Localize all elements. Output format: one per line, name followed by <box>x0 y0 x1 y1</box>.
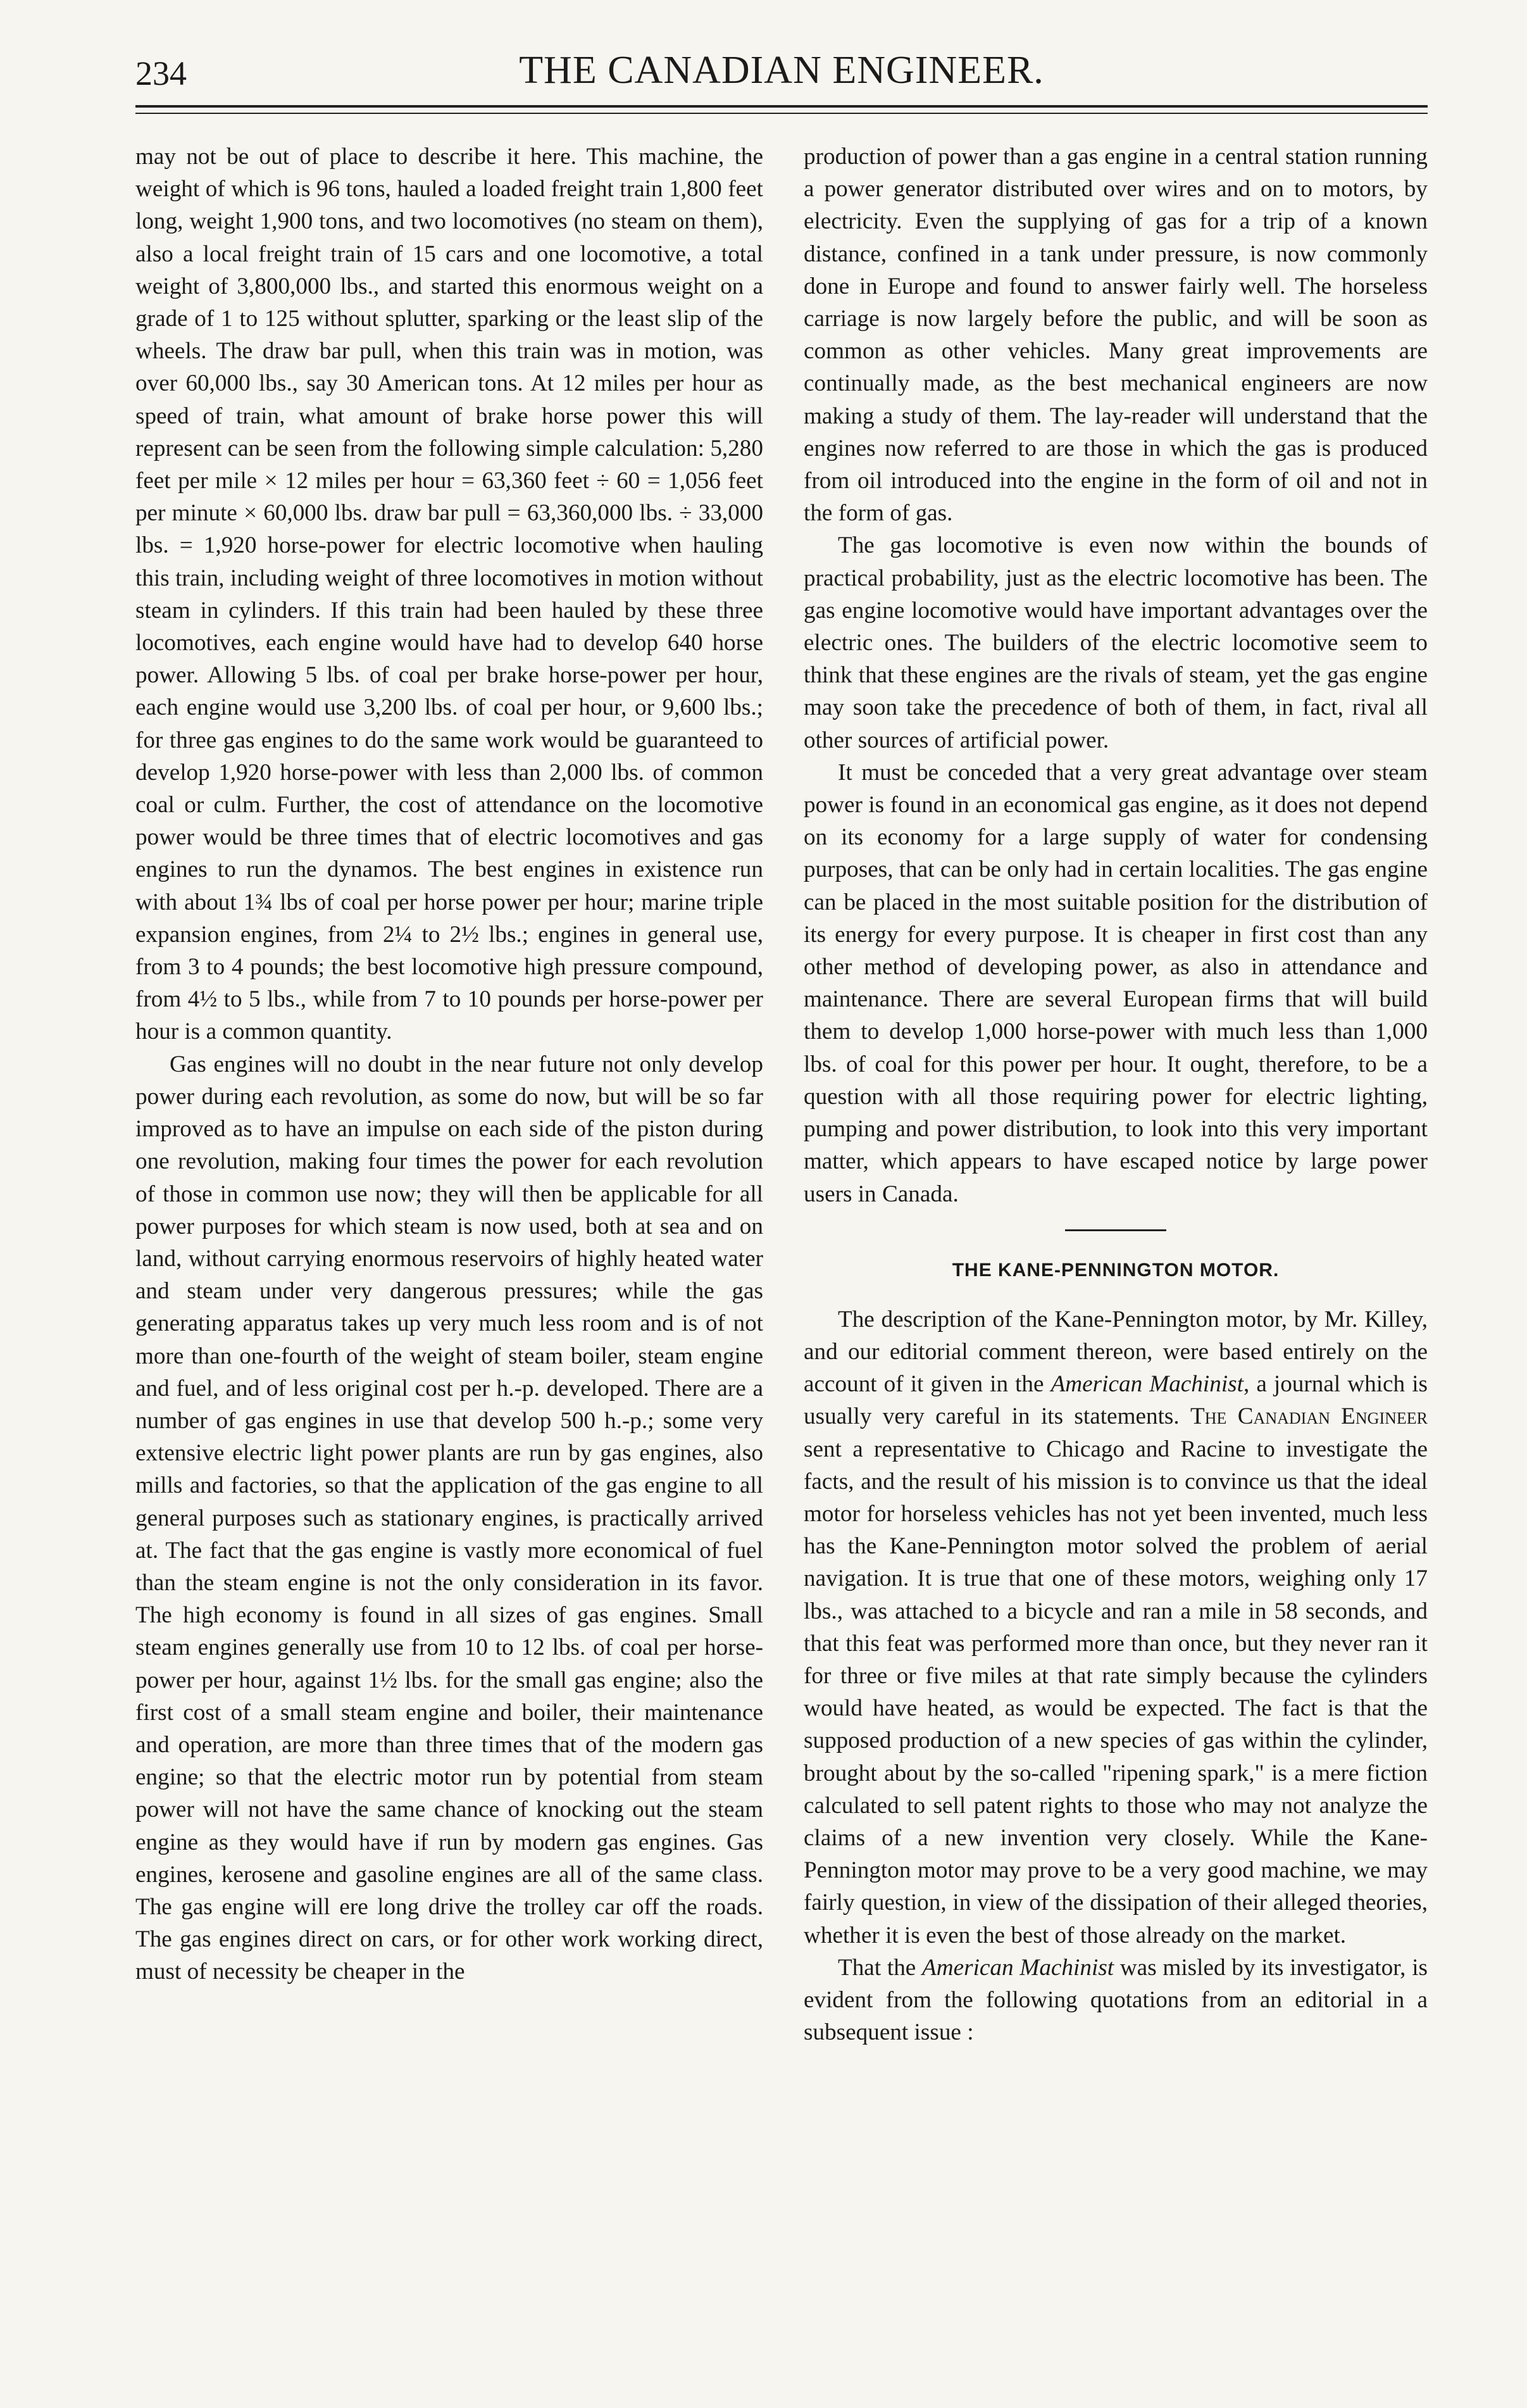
section-title: THE KANE-PENNINGTON MOTOR. <box>952 1259 1280 1281</box>
text-run: was misled by its investigator, is evident from the following quotations from an editorial in a subsequent issue : <box>804 1954 1428 2046</box>
paragraph: It must be conceded that a very great advantage over steam power is found in an economical gas engine, as it does not depend on its economy for a large supply of water for condensing purposes, that can be only had in certain localities. The gas engine can be placed in the most suitable position for the distribution of its energy for every purpose. It is cheaper in first cost than any other method of developing power, as also in attendance and maintenance. There are several European firms that will build them to develop 1,000 horse-power with much less than 1,000 lbs. of coal for this power per hour. It ought, therefore, to be a question with all those requiring power for electric lighting, pumping and power distribution, to look into this very important matter, which appears to have escaped notice by large power users in Canada. <box>804 759 1428 1207</box>
header-rule-thick <box>135 105 1428 108</box>
paragraph <box>804 1303 1428 1952</box>
paragraph <box>804 1952 1428 2049</box>
journal-title: THE CANADIAN ENGINEER. <box>519 49 1044 92</box>
journal-name-smallcaps: The Canadian Engineer <box>1190 1403 1428 1430</box>
text-run: The description of the Kane-Pennington motor, by Mr. Killey, and our editorial comment thereon, were based entirely on the account of it given in the <box>804 1306 1428 1398</box>
page-number: 234 <box>135 54 187 92</box>
right-column <box>804 141 1428 2048</box>
paragraph: production of power than a gas engine in a central station running a power generator distributed over wires and on to motors, by electricity. Even the supplying of gas for a trip of a known distance, confined in a tank under pressure, is now commonly done in Europe and found to answer fairly well. The horseless carriage is now largely before the public, and will be soon as common as other vehicles. Many great improvements are continually made, as the best mechanical engineers are now making a study of them. The lay-reader will understand that the engines now referred to are those in which the gas is produced from oil introduced into the engine in the form of oil and not in the form of gas. <box>804 144 1428 527</box>
journal-name-italic: American Machinist <box>1050 1371 1243 1398</box>
left-column <box>135 141 763 1988</box>
paragraph: The gas locomotive is even now within the bounds of practical probability, just as the electric locomotive has been. The gas engine locomotive would have important advantages over the electric ones. The builders of the electric locomotive seem to think that these engines are the rivals of steam, yet the gas engine may soon take the precedence of both of them, in fact, rival all other sources of artificial power. <box>804 532 1428 753</box>
paragraph: Gas engines will no doubt in the near future not only develop power during each revolution, as some do now, but will be so far improved as to have an impulse on each side of the piston during one revolution, making four times the power for each revolution of those in common use now; they will then be applicable for all power purposes for which steam is now used, both at sea and on land, without carrying enormous reservoirs of highly heated water and steam under very dangerous pressures; while the gas generating apparatus takes up very much less room and is of not more than one-fourth of the weight of steam boiler, steam engine and fuel, and of less original cost per h.-p. developed. There are a number of gas engines in use that develop 500 h.-p.; some very extensive electric light power plants are run by gas engines, also mills and factories, so that the application of the gas engine to all general purposes such as stationary engines, is practically arrived at. The fact that the gas engine is vastly more economical of fuel than the steam engine is not the only consideration in its favor. The high economy is found in all sizes of gas engines. Small steam engines generally use from 10 to 12 lbs. of coal per horse-power per hour, against 1½ lbs. for the small gas engine; also the first cost of a small steam engine and boiler, their maintenance and operation, are more than three times that of the modern gas engine; so that the electric motor run by potential from steam power will not have the same chance of knocking out the steam engine as they would have if run by modern gas engines. Gas engines, kerosene and gasoline engines are all of the same class. The gas engine will ere long drive the trolley car off the roads. The gas engines direct on cars, or for other work working direct, must of necessity be cheaper in the <box>135 1051 763 1985</box>
paragraph: may not be out of place to describe it here. This machine, the weight of which is 96 tons, hauled a loaded freight train 1,800 feet long, weight 1,900 tons, and two locomotives (no steam on them), also a local freight train of 15 cars and one locomotive, a total weight of 3,800,000 lbs., and started this enormous weight on a grade of 1 to 125 without splutter, sparking or the least slip of the wheels. The draw bar pull, when this train was in motion, was over 60,000 lbs., say 30 American tons. At 12 miles per hour as speed of train, what amount of brake horse power this will represent can be seen from the following simple calculation: 5,280 feet per mile × 12 miles per hour = 63,360 feet ÷ 60 = 1,056 feet per minute × 60,000 lbs. draw bar pull = 63,360,000 lbs. ÷ 33,000 lbs. = 1,920 horse-power for electric locomotive when hauling this train, including weight of three locomotives in motion without steam in cylinders. If this train had been hauled by these three locomotives, each engine would have had to develop 640 horse power. Allowing 5 lbs. of coal per brake horse-power per hour, each engine would use 3,200 lbs. of coal per hour, or 9,600 lbs.; for three gas engines to do the same work would be guaranteed to develop 1,920 horse-power with less than 2,000 lbs. of common coal or culm. Further, the cost of attendance on the locomotive power would be three times that of electric locomotives and gas engines to run the dynamos. The best engines in existence run with about 1¾ lbs of coal per horse power per hour; marine triple expansion engines, from 2¼ to 2½ lbs.; engines in general use, from 3 to 4 pounds; the best locomotive high pressure compound, from 4½ to 5 lbs., while from 7 to 10 pounds per horse-power per hour is a common quantity. <box>135 144 763 1045</box>
text-run: sent a representative to Chicago and Racine to investigate the facts, and the result of his mission is to convince us that the ideal motor for horseless vehicles has not yet been invented, much less has the Kane-Pennington motor solved the problem of aerial navigation. It is true that one of these motors, weighing only 17 lbs., was attached to a bicycle and ran a mile in 58 seconds, and that this feat was performed more than once, but they never ran it for three or five miles at that rate simply because the cylinders would have heated, as would be expected. The fact is that the supposed production of a new species of gas within the cylinder, brought about by the so-called "ripening spark," is a mere fiction calculated to sell patent rights to those who may not analyze the claims of a new invention very closely. While the Kane-Pennington motor may prove to be a very good machine, we may fairly question, in view of the dissipation of their alleged theories, whether it is even the best of those already on the market. <box>804 1436 1428 1948</box>
text-run: , a journal which is usually very careful in its statements. <box>804 1371 1428 1430</box>
text-run: That the <box>838 1954 923 1981</box>
section-divider <box>1065 1229 1166 1231</box>
journal-name-italic: American Machinist <box>922 1954 1114 1981</box>
header-rule-thin <box>135 113 1428 114</box>
